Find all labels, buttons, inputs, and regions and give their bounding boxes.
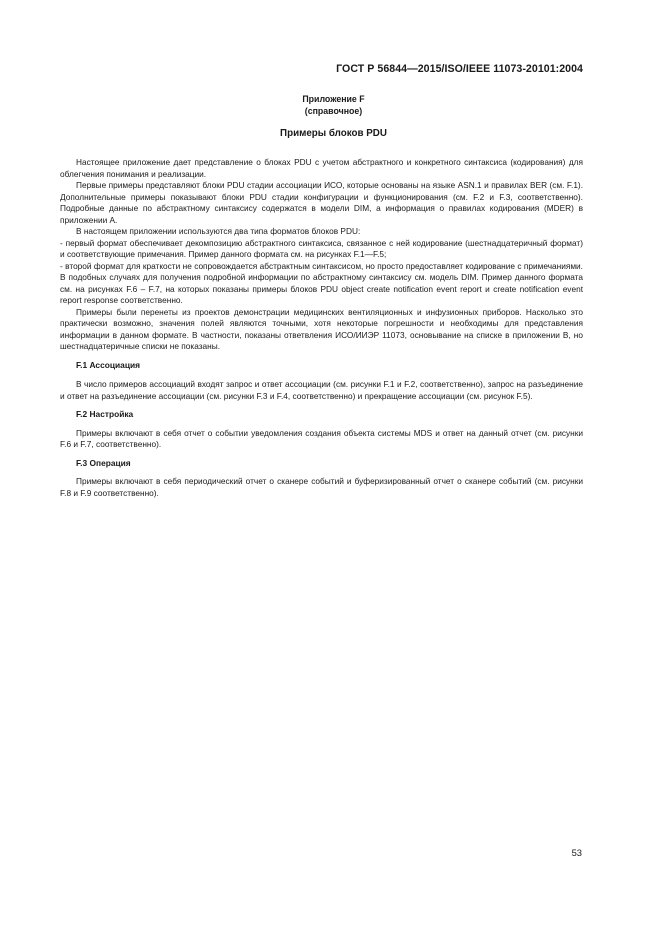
section-heading-f1: F.1 Ассоциация xyxy=(76,359,141,370)
intro-paragraph-2: Первые примеры представляют блоки PDU стадии ассоциации ИСО, которые основаны на языке ASN.1 и правилах BER (см. F.1). Дополнительные примеры показывают блоки PDU стадии конфигурации и функционирования (см. F.2 и F.3, соответственно). Подробные данные по абстрактному синтаксису содержатся в модели DIM, а информация о правилах кодирования (MDER) в приложении А. xyxy=(60,180,583,225)
section-heading-f3: F.3 Операция xyxy=(76,457,131,468)
annex-label: Приложение F xyxy=(302,94,365,104)
section-heading-f2: F.2 Настройка xyxy=(76,409,134,419)
annex-type: (справочное) xyxy=(304,105,363,116)
intro-list-item-2: - второй формат для краткости не сопровождается абстрактным синтаксисом, но просто предоставляет кодирование с примечаниями. В подобных случаях для получения подробной информации по абстрактному синтаксису см. модель DIM. Пример данного формата см. на рисунках F.6 – F.7, на которых показаны примеры блоков PDU object create notification event report и create notification event report response соответственно. xyxy=(60,260,583,305)
intro-paragraph-1: Настоящее приложение дает представление о блоках PDU с учетом абстрактного и конкретного синтаксиса (кодирования) для облегчения понимания и реализации. xyxy=(60,157,583,179)
section-text-f2: Примеры включают в себя отчет о событии уведомления создания объекта системы MDS и ответ на данный отчет (см. рисунки F.6 и F.7, соответственно). xyxy=(60,427,583,449)
annex-title: Примеры блоков PDU xyxy=(280,128,387,139)
annex-heading xyxy=(0,94,661,117)
page-number: 53 xyxy=(571,847,582,858)
intro-paragraph-4: Примеры были перенеты из проектов демонстрации медицинских вентиляционных и инфузионных приборов. Насколько это практически возможно, значения полей являются точными, хотя некоторые погрешности и необходимы для представления информации в данном формате. В частности, показаны ответвления ИСО/ИИЭР 11073, основывание на списке в приложении B, но шестнадцатеричные списки не показаны. xyxy=(60,306,583,351)
document-body xyxy=(60,157,583,499)
intro-list-item-1: - первый формат обеспечивает декомпозицию абстрактного синтаксиса, связанное с ней кодирование (шестнадцатеричный формат) и соответствующие примечания. Пример данного формата см. на рисунках F.1—F.5; xyxy=(60,237,583,259)
intro-paragraph-3: В настоящем приложении используются два типа форматов блоков PDU: xyxy=(76,226,361,236)
document-header: ГОСТ Р 56844—2015/ISO/IEEE 11073-20101:2004 xyxy=(336,63,583,75)
section-text-f3: Примеры включают в себя периодический отчет о сканере событий и буферизированный отчет о сканере событий (см. рисунки F.8 и F.9 соответственно). xyxy=(60,476,583,498)
section-text-f1: В число примеров ассоциаций входят запрос и ответ ассоциации (см. рисунки F.1 и F.2, соответственно), запрос на разъединение и ответ на разъединение ассоциации (см. рисунки F.3 и F.4, соответственно) и прекращение ассоциации (см. рисунок F.5). xyxy=(60,379,583,401)
